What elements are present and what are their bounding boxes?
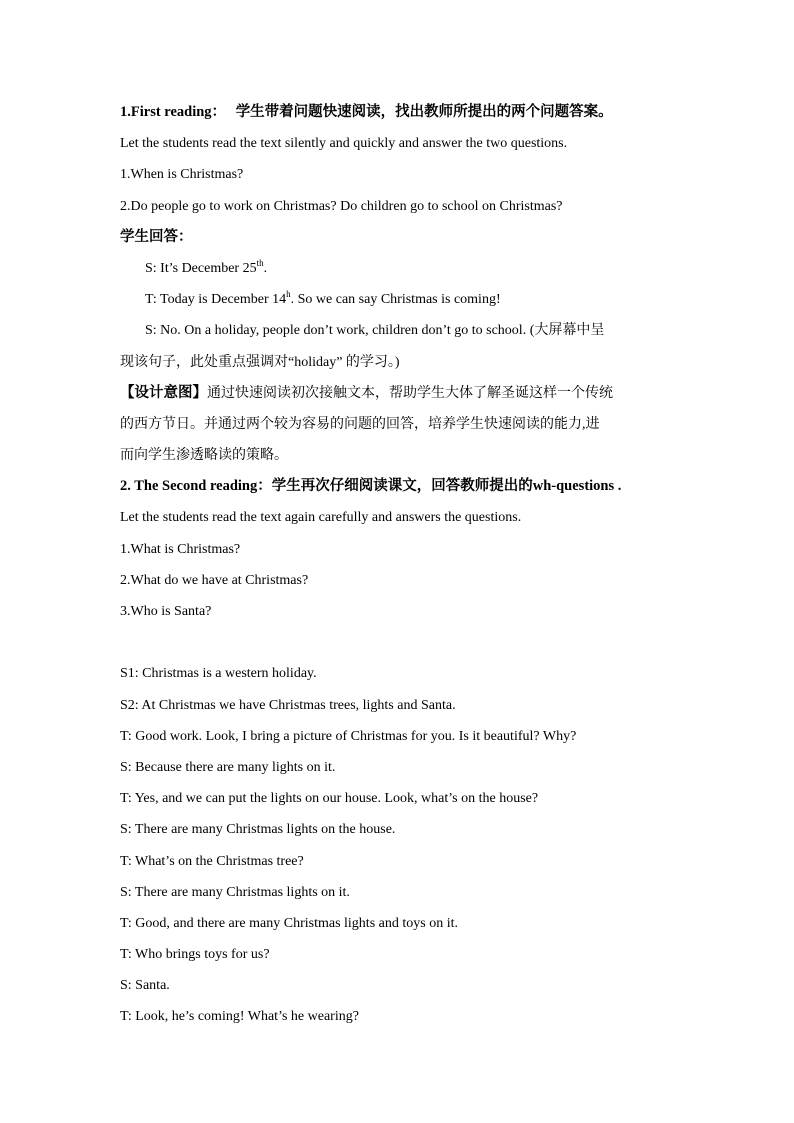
answer-2-sup: h [286,289,291,300]
answer-1-sup: th [256,257,264,268]
dialogue-line: T: Good work. Look, I bring a picture of Christmas for you. Is it beautiful? Why? [120,728,577,744]
first-reading-heading [120,97,680,128]
second-reading-heading-tail: wh-questions . [532,478,622,495]
answer-line-2 [120,284,680,315]
answer-line-3: S: No. On a holiday, people don’t work, children don’t go to school. (大屏幕中呈 [145,323,605,339]
first-reading-question-2: 2.Do people go to work on Christmas? Do children go to school on Christmas? [120,198,563,214]
first-reading-heading-zh: 学生带着问题快速阅读，找出教师所提出的两个问题答案。 [235,104,613,120]
dialogue-line: T: Good, and there are many Christmas lights and toys on it. [120,915,458,931]
dialogue-line: S: There are many Christmas lights on it. [120,884,350,900]
second-reading-heading-en: 2. The Second reading： [120,478,272,495]
answer-1-text: S: It’s December 25 [145,260,257,276]
second-reading-instruction: Let the students read the text again carefully and answers the questions. [120,510,522,526]
answer-1-end: . [263,260,268,276]
answers-heading: 学生回答： [120,228,193,245]
first-reading-heading-en: 1.First reading： [120,104,227,120]
answer-line-1 [120,253,680,284]
design-intent-line-2: 的西方节日。并通过两个较为容易的问题的回答，培养学生快速阅读的能力,进 [120,416,600,432]
first-reading-question-1: 1.When is Christmas? [120,167,244,183]
dialogue-line: T: What’s on the Christmas tree? [120,853,304,869]
design-intent-text-1: 通过快速阅读初次接触文本，帮助学生大体了解圣诞这样一个传统 [207,385,613,401]
design-intent-line-1 [120,378,680,409]
dialogue-line: T: Who brings toys for us? [120,947,270,963]
design-intent-line-3: 而向学生渗透略读的策略。 [120,448,288,464]
answer-2-text: T: Today is December 14 [145,292,287,308]
dialogue-line: S2: At Christmas we have Christmas trees, lights and Santa. [120,697,456,713]
document-page [120,97,680,1033]
dialogue-line: S1: Christmas is a western holiday. [120,666,317,682]
dialogue-line: S: There are many Christmas lights on the house. [120,822,396,838]
dialogue-line: S: Because there are many lights on it. [120,759,336,775]
second-reading-question-1: 1.What is Christmas? [120,541,241,557]
design-intent-label: 【设计意图】 [120,384,207,401]
answer-2-end: . So we can say Christmas is coming! [290,292,501,308]
second-reading-question-2: 2.What do we have at Christmas? [120,572,309,588]
first-reading-instruction: Let the students read the text silently and quickly and answer the two questions. [120,136,568,152]
second-reading-question-3: 3.Who is Santa? [120,604,212,619]
blank-line [120,627,680,658]
second-reading-heading-zh: 学生再次仔细阅读课文，回答教师提出的 [271,478,533,495]
dialogue-line: T: Look, he’s coming! What’s he wearing? [120,1009,359,1025]
dialogue-line: S: Santa. [120,978,170,994]
dialogue-line: T: Yes, and we can put the lights on our house. Look, what’s on the house? [120,791,539,807]
answer-line-3-continued: 现该句子，此处重点强调对“holiday” 的学习。) [120,354,400,370]
second-reading-heading [120,471,680,502]
